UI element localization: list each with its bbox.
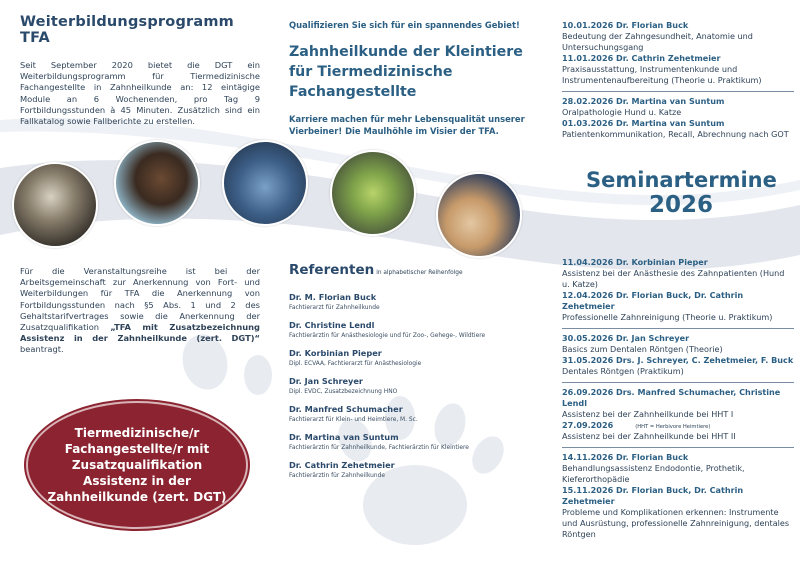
seminar-weekend-group [562, 387, 794, 442]
middle-column [289, 20, 537, 137]
seminar-date-row [562, 452, 794, 463]
seminar-date: 14.11.2026 Dr. Florian Buck [562, 452, 689, 462]
referent-name: Dr. Manfred Schumacher [289, 404, 403, 414]
seminar-weekend-group [562, 96, 794, 140]
seminar-topic: Basics zum Dentalen Röntgen (Theorie) [562, 344, 723, 354]
photo-dog-dental-exam [114, 140, 200, 226]
seminar-date: 01.03.2026 Dr. Martina van Suntum [562, 118, 725, 128]
photo-lecture-hall [12, 162, 98, 248]
seminar-date-row [562, 53, 794, 64]
seminar-weekend-group [562, 257, 794, 323]
seminar-weekend-group [562, 333, 794, 377]
seminar-weekend-group [562, 452, 794, 540]
seminar-date-row [562, 333, 794, 344]
program-intro: Seit September 2020 bietet die DGT ein Weiterbildungsprogramm für Tiermedizinische Fachangestellte in Zahnheilkunde an: 12 eintägige Module an 6 Wochenenden, pro Tag 9 Fortbildungsstunden à 45 Minuten. Zusätzlich sind ein Fallkatalog sowie Fallberichte zu erstellen. [20, 60, 260, 127]
referents-list [289, 292, 544, 479]
seminar-weekend-group [562, 20, 794, 86]
referent-item [289, 432, 544, 451]
accreditation-qualification: „TFA mit Zusatzbezeichnung Assistenz in der Zahnheilkunde (zert. DGT)“ [20, 322, 260, 344]
referent-description: Fachtierärztin für Zahnheilkunde [289, 473, 386, 479]
photo-vet-with-dog [436, 172, 522, 258]
seminar-topic: Praxisausstattung, Instrumentenkunde und Instrumentenaufbereitung (Theorie u. Praktikum) [562, 64, 762, 85]
qualification-oval-badge [26, 401, 248, 529]
referent-description: Fachtierarzt für Zahnheilkunde [289, 305, 380, 311]
seminar-date-row [562, 355, 794, 366]
referent-name: Dr. Christine Lendl [289, 320, 375, 330]
seminar-topic: Assistenz bei der Zahnheilkunde bei HHT I [562, 409, 734, 419]
group-divider [562, 91, 794, 92]
seminar-date: 28.02.2026 Dr. Martina van Suntum [562, 96, 725, 106]
seminar-title-line1: Seminartermine [586, 168, 777, 192]
referent-description: Dipl. EVDC, Zusatzbezeichnung HNO [289, 389, 398, 395]
referent-item [289, 460, 544, 479]
referent-description: Fachtierarzt für Klein- und Heimtiere, M. Sc. [289, 417, 418, 423]
seminar-title [586, 168, 776, 218]
seminar-date-row [562, 485, 794, 507]
seminar-date-row [562, 290, 794, 312]
seminar-dates-bottom [562, 257, 794, 540]
accreditation-text-a: Für die Veranstaltungsreihe ist bei der Arbeitsgemeinschaft zur Anerkennung von Fort- und Weiterbildungen für TFA die Anerkennung von Fortbildungsstunden nach §5 Abs. 1 und 2 des Gehaltstarifvertrages sowie die Anerkennung der Zusatzqualifikation [20, 266, 260, 333]
seminar-date-row [562, 118, 794, 129]
photo-surgery-gloves [222, 140, 308, 226]
accreditation-text-c: beantragt. [20, 344, 64, 355]
course-title: Zahnheilkunde der Kleintiere für Tiermedizinische Fachangestellte [289, 44, 523, 100]
seminar-topic: Probleme und Komplikationen erkennen: Instrumente und Ausrüstung, professionelle Zahnreinigung, dentales Röntgen [562, 507, 790, 539]
seminar-topic: Professionelle Zahnreinigung (Theorie u. Praktikum) [562, 312, 773, 322]
seminar-date-row [562, 420, 794, 431]
referent-description: Fachtierärztin für Zahnheilkunde, Fachtierärztin für Kleintiere [289, 445, 469, 451]
seminar-dates-top [562, 20, 794, 140]
seminar-date-row [562, 387, 794, 409]
seminar-date-row [562, 96, 794, 107]
referent-item [289, 348, 544, 367]
seminar-date-row [562, 257, 794, 268]
seminar-date-row [562, 20, 794, 31]
referent-name: Dr. M. Florian Buck [289, 292, 377, 302]
referent-name: Dr. Cathrin Zehetmeier [289, 460, 395, 470]
referent-item [289, 376, 544, 395]
referent-name: Dr. Martina van Suntum [289, 432, 399, 442]
seminar-topic: Assistenz bei der Anästhesie des Zahnpatienten (Hund u. Katze) [562, 268, 785, 289]
seminar-topic: Behandlungsassistenz Endodontie, Prothetik, Kieferorthopädie [562, 463, 745, 484]
seminar-date: 12.04.2026 Dr. Florian Buck, Dr. Cathrin Zehetmeier [562, 290, 744, 311]
seminar-year: 2026 [648, 192, 713, 218]
referent-description: Fachtierärztin für Anästhesiologie und für Zoo-, Gehege-, Wildtiere [289, 333, 486, 339]
referents-order-note: in alphabetischer Reihenfolge [376, 270, 463, 276]
seminar-date: 10.01.2026 Dr. Florian Buck [562, 20, 689, 30]
seminar-topic: Oralpathologie Hund u. Katze [562, 107, 682, 117]
seminar-topic: Assistenz bei der Zahnheilkunde bei HHT II [562, 431, 736, 441]
program-title: Weiterbildungsprogramm TFA [20, 14, 234, 46]
referents-section [289, 262, 544, 479]
referent-name: Dr. Jan Schreyer [289, 376, 363, 386]
left-column [20, 14, 260, 127]
referent-name: Dr. Korbinian Pieper [289, 348, 382, 358]
seminar-date: 30.05.2026 Dr. Jan Schreyer [562, 333, 690, 343]
qualification-badge-text: Tiermedizinische/r Fachangestellte/r mit Zusatzqualifikation Assistenz in der Zahnheilkunde (zert. DGT) [47, 426, 227, 504]
seminar-date: 15.11.2026 Dr. Florian Buck, Dr. Cathrin Zehetmeier [562, 485, 744, 506]
seminar-topic: Patientenkommunikation, Recall, Abrechnung nach GOT [562, 129, 789, 139]
accreditation-paragraph [20, 266, 260, 356]
course-subtitle: Karriere machen für mehr Lebensqualität unserer Vierbeiner! Die Maulhöhle im Visier der TFA. [289, 114, 525, 136]
kicker-text: Qualifizieren Sie sich für ein spannendes Gebiet! [289, 20, 520, 30]
referent-item [289, 404, 544, 423]
referent-item [289, 320, 544, 339]
group-divider [562, 382, 794, 383]
group-divider [562, 328, 794, 329]
seminar-date: 26.09.2026 Drs. Manfred Schumacher, Christine Lendl [562, 387, 781, 408]
referent-item [289, 292, 544, 311]
seminar-date: 31.05.2026 Drs. J. Schreyer, C. Zehetmeier, F. Buck [562, 355, 794, 365]
seminar-topic: Dentales Röntgen (Praktikum) [562, 366, 684, 376]
referent-description: Dipl. ECVAA, Fachtierarzt für Anästhesiologie [289, 361, 422, 367]
referents-heading-text: Referenten [289, 262, 375, 278]
photo-practical-workshop [330, 150, 416, 236]
group-divider [562, 447, 794, 448]
seminar-note: (HHT = Herbivore Heimtiere) [635, 424, 711, 430]
seminar-date: 11.04.2026 Dr. Korbinian Pieper [562, 257, 708, 267]
referents-heading [289, 262, 544, 278]
seminar-date: 27.09.2026 [562, 420, 614, 430]
seminar-topic: Bedeutung der Zahngesundheit, Anatomie und Untersuchungsgang [562, 31, 753, 52]
seminar-date: 11.01.2026 Dr. Cathrin Zehetmeier [562, 53, 721, 63]
